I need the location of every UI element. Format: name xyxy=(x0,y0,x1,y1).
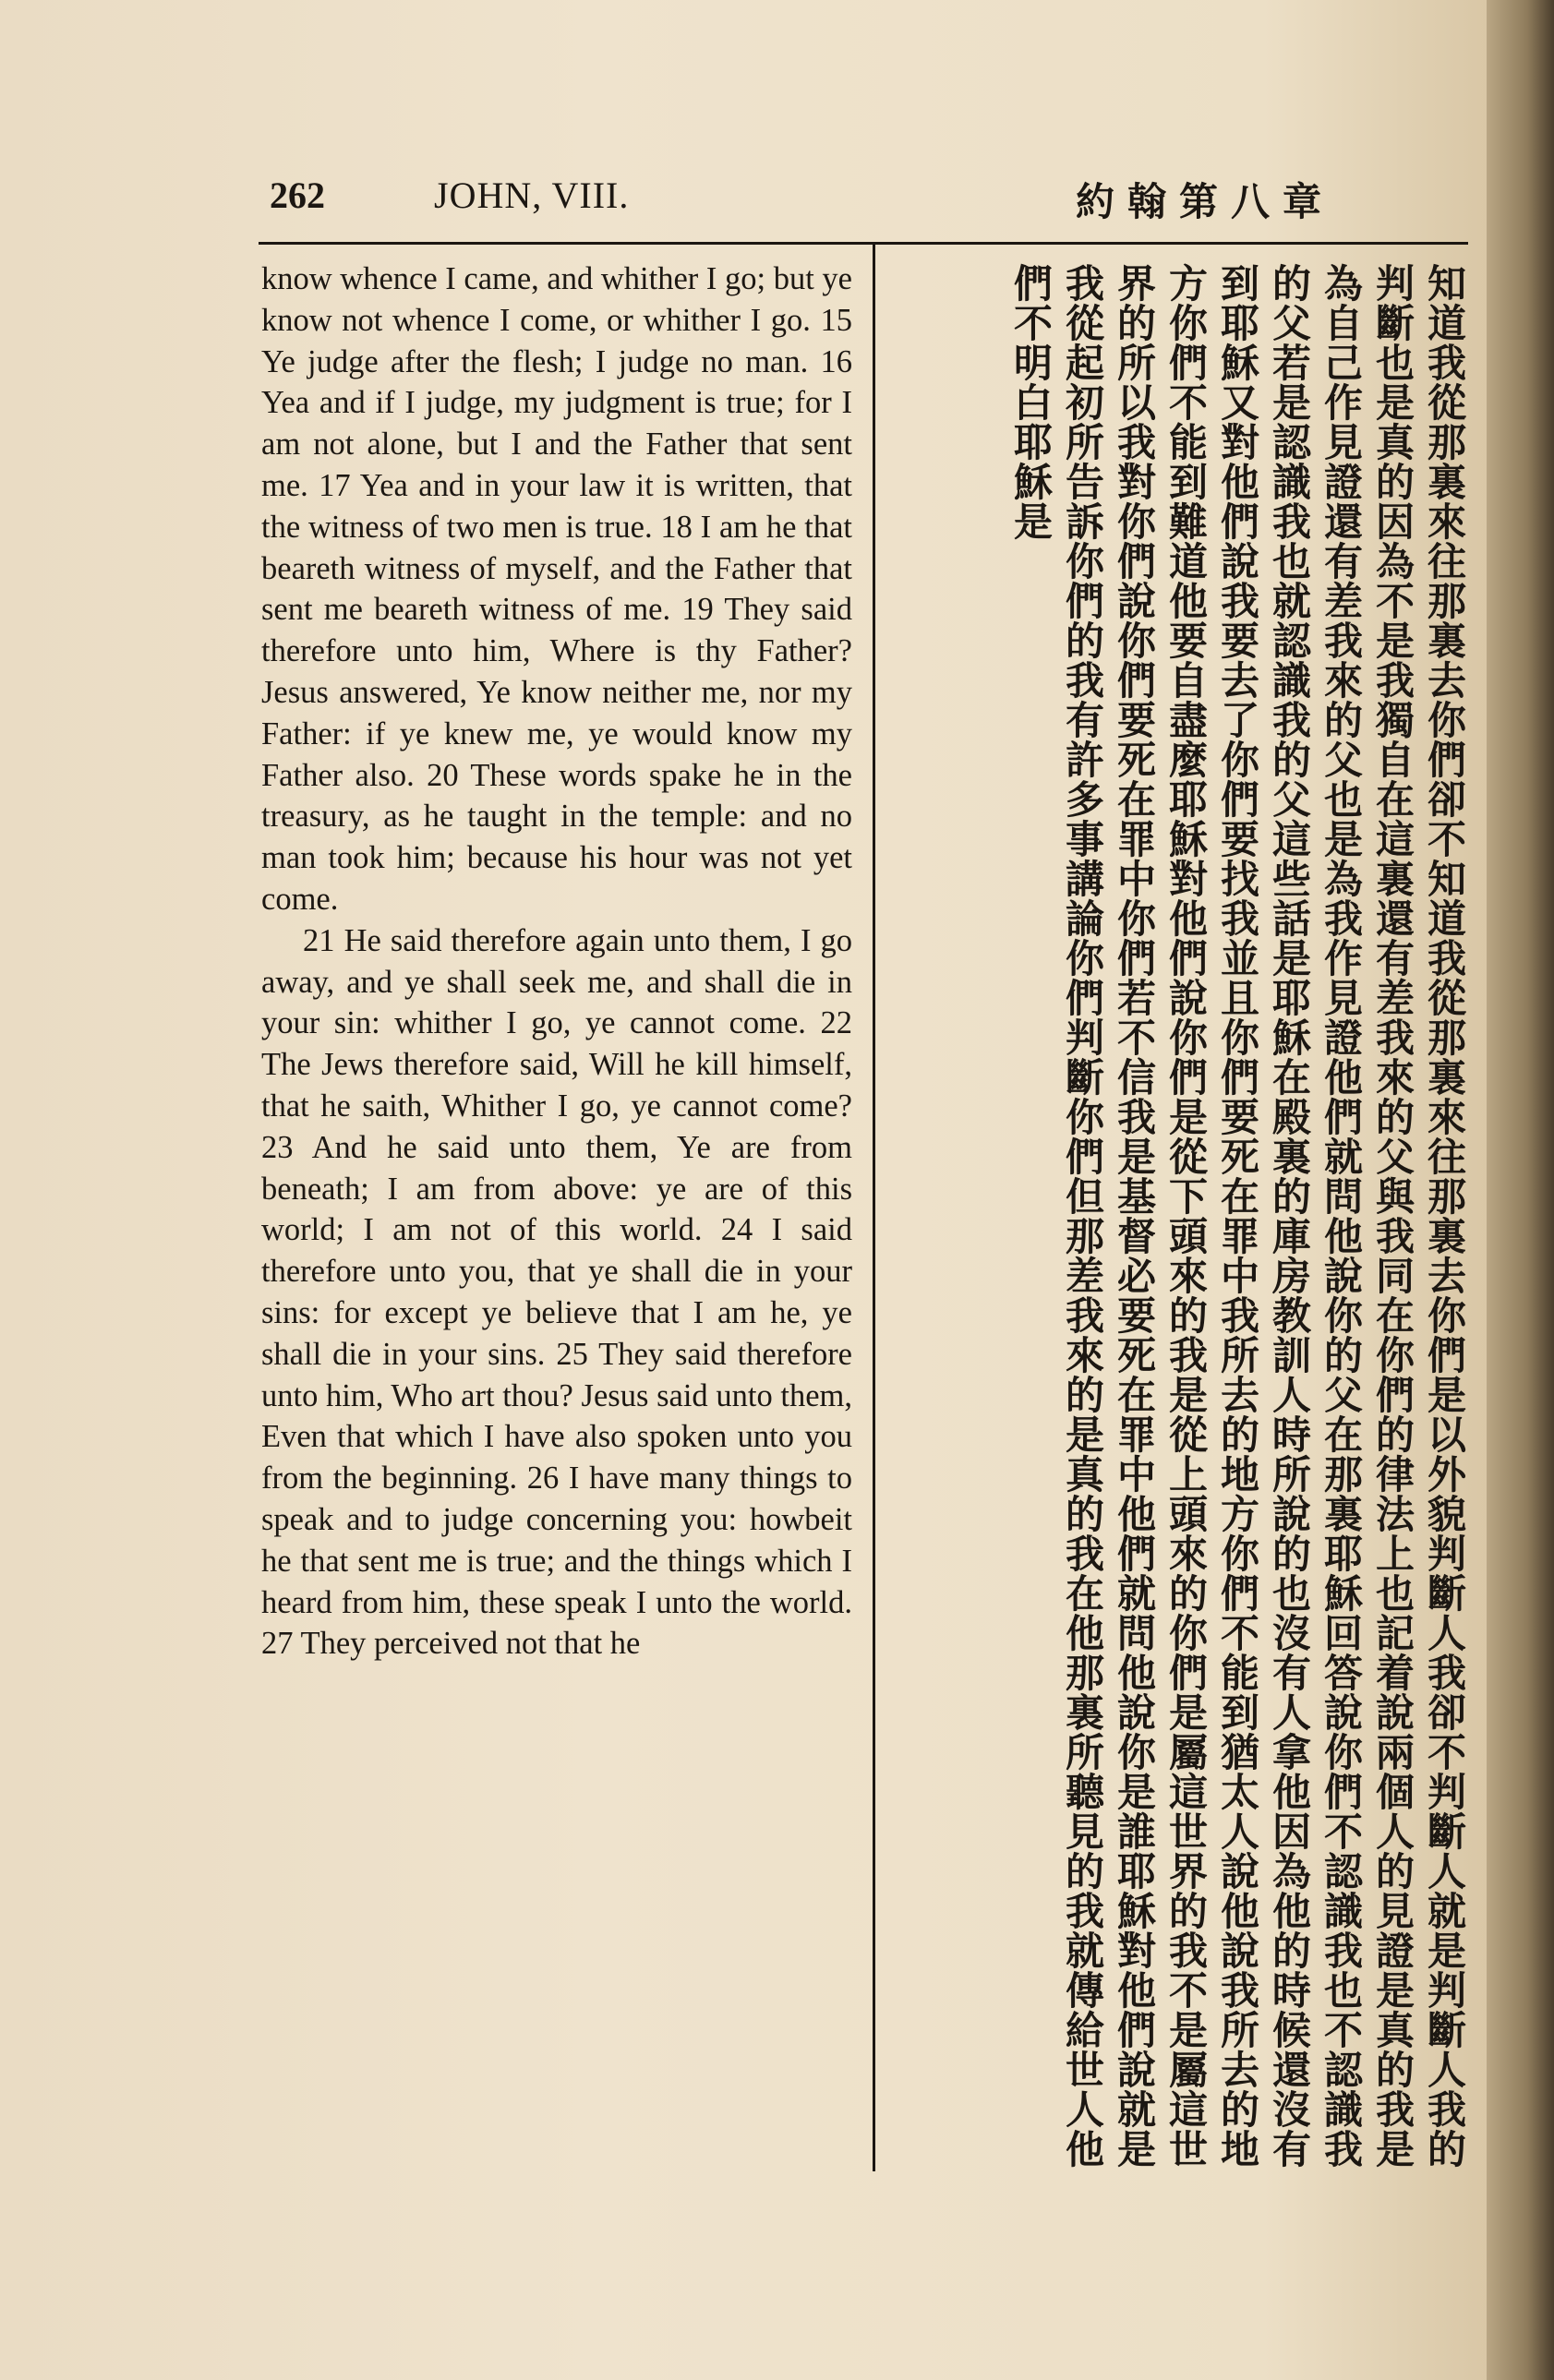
english-column xyxy=(261,258,852,1665)
column-divider xyxy=(873,242,875,2171)
english-paragraph: 21 He said therefore again unto them, I go away, and ye shall seek me, and shall die in your sin: whither I go, ye cannot come. 22 The Jews therefore said, Will he kill himself, that he saith, Whither I go, ye cannot come? 23 And he said unto them, Ye are from beneath; I am from above: ye are of this world; I am not of this world. 24 I said therefore unto you, that ye shall die in your sins: for except ye believe that I am he, ye shall die in your sins. 25 They said therefore unto him, Who art thou? Jesus said unto them, Even that which I have also spoken unto you from the beginning. 26 I have many things to speak and to judge concerning you: howbeit he that sent me is true; and the things which I heard from him, these speak I unto the world. 27 They perceived not that he xyxy=(261,922,852,1662)
page-header xyxy=(259,166,1473,240)
page-edge xyxy=(1487,0,1554,2380)
chinese-column xyxy=(888,263,1470,2183)
header-rule xyxy=(259,242,1468,245)
english-paragraph: know whence I came, and whither I go; but ye know not whence I come, or whither I go. 15 Ye judge after the flesh; I judge no man. 16 Yea and if I judge, my judgment is true; for I am not alone, but I and the Father that sent me. 17 Yea and in your law it is written, that the witness of two men is true. 18 I am he that beareth witness of myself, and the Father that sent me beareth witness of me. 19 They said therefore unto him, Where is thy Father? Jesus answered, Ye know neither me, nor my Father: if ye knew me, ye would know my Father also. 20 These words spake he in the treasury, as he taught in the temple: and no man took him; because his hour was not yet come. xyxy=(261,261,852,917)
page-number: 262 xyxy=(270,174,325,216)
chinese-text: 知道我從那裏來往那裏去你們卻不知道我從那裏來往那裏去你們是以外貌判斷人我卻不判斷人就是判斷人我的判斷也是真的因為不是我獨自在這裏還有差我來的父與我同在你們的律法上也記着說兩個人的見證是真的我是為自己作見證還有差我來的父也是為我作見證他們就問他說你的父在那裏耶穌回答說你們不認識我也不認識我的父若是認識我也就認識我的父這些話是耶穌在殿裏的庫房教訓人時所說的也沒有人拿他因為他的時候還沒有到耶穌又對他們說我要去了你們要找我並且你們要死在罪中我所去的地方你們不能到猶太人說他說我所去的地方你們不能到難道他要自盡麼耶穌對他們說你們是從下頭來的我是從上頭來的你們是屬這世界的我不是屬這世界的所以我對你們說你們要死在罪中你們若不信我是基督必要死在罪中他們就問他說你是誰耶穌對他們說就是我從起初所告訴你們的我有許多事講論你們判斷你們但那差我來的是真的我在他那裏所聽見的我就傳給世人他們不明白耶穌是 xyxy=(1008,263,1467,2169)
chinese-running-head: 約翰第八章 xyxy=(1075,179,1334,224)
running-head: JOHN, VIII. xyxy=(434,174,630,216)
